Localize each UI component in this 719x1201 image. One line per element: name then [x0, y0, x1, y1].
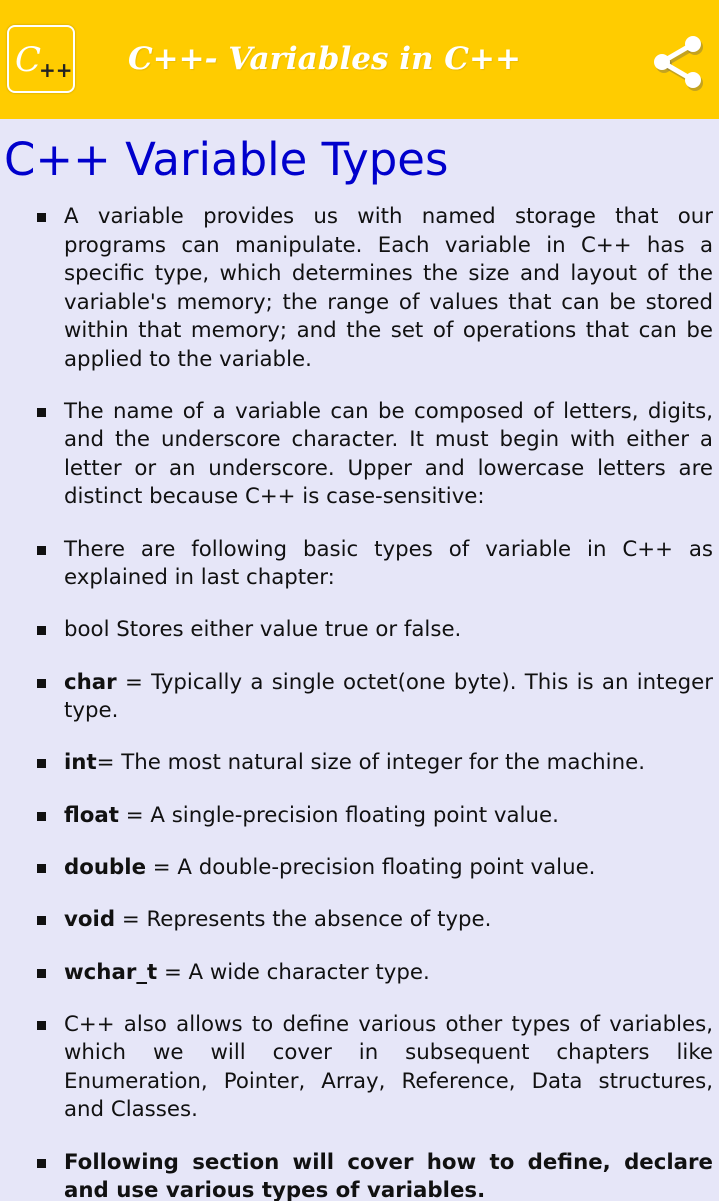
list-item-text: = A wide character type. — [157, 959, 430, 985]
list-item — [0, 802, 719, 831]
bullet-icon — [37, 213, 46, 222]
list-item — [0, 906, 719, 935]
list-item-keyword: float — [64, 802, 119, 828]
list-item-keyword: double — [64, 855, 147, 881]
list-item-text: = Typically a single octet(one byte). This is an integer type. — [64, 669, 713, 724]
variable-types-list — [0, 203, 719, 1201]
bullet-icon — [37, 679, 46, 688]
bullet-icon — [37, 1159, 46, 1168]
list-item-text: = A double-precision floating point value. — [146, 855, 596, 881]
list-item-text: = A single-precision floating point value. — [118, 802, 559, 828]
list-item — [0, 1149, 719, 1201]
list-item — [0, 854, 719, 883]
list-item — [0, 398, 719, 512]
bullet-icon — [37, 812, 46, 821]
bullet-icon — [37, 546, 46, 555]
list-item-keyword: Following section will cover how to define, declare and use various types of variables. — [64, 1149, 713, 1201]
list-item-text: = Represents the absence of type. — [115, 907, 492, 933]
list-item-keyword: int — [64, 750, 97, 776]
list-item — [0, 203, 719, 374]
list-item — [0, 1011, 719, 1125]
list-item-text: There are following basic types of variable in C++ as explained in last chapter: — [64, 536, 713, 591]
content-area[interactable] — [0, 119, 719, 1201]
list-item-text: C++ also allows to define various other types of variables, which we will cover in subsequent chapters like Enumeration, Pointer, Array, Reference, Data structures, and Classes. — [64, 1011, 713, 1123]
app-logo-plus: ++ — [39, 58, 73, 82]
list-item — [0, 616, 719, 645]
app-logo-icon[interactable] — [7, 25, 75, 93]
bullet-icon — [37, 408, 46, 417]
bullet-icon — [37, 759, 46, 768]
list-item-keyword: wchar_t — [64, 959, 158, 985]
app-logo-letter: C — [15, 40, 42, 80]
bullet-icon — [37, 626, 46, 635]
list-item — [0, 669, 719, 726]
bullet-icon — [37, 1021, 46, 1030]
list-item — [0, 536, 719, 593]
app-bar — [0, 0, 719, 119]
bullet-icon — [37, 864, 46, 873]
list-item-text: bool Stores either value true or false. — [64, 617, 462, 643]
page-title: C++ Variable Types — [4, 133, 449, 186]
list-item-text: = The most natural size of integer for the machine. — [96, 750, 645, 776]
list-item-text: The name of a variable can be composed of letters, digits, and the underscore character. It must begin with either a letter or an underscore. Upper and lowercase letters are distinct because C++ is case-sensitive: — [64, 398, 713, 510]
bullet-icon — [37, 916, 46, 925]
share-button[interactable] — [643, 28, 711, 96]
list-item-text: A variable provides us with named storage that our programs can manipulate. Each variable in C++ has a specific type, which determines the size and layout of the variable's memory; the range of values that can be stored within that memory; and the set of operations that can be applied to the variable. — [64, 204, 713, 372]
bullet-icon — [37, 969, 46, 978]
list-item — [0, 749, 719, 778]
app-title: C++- Variables in C++ — [128, 41, 521, 77]
share-icon — [643, 28, 711, 96]
list-item-keyword: char — [64, 669, 117, 695]
list-item — [0, 959, 719, 988]
list-item-keyword: void — [64, 907, 116, 933]
